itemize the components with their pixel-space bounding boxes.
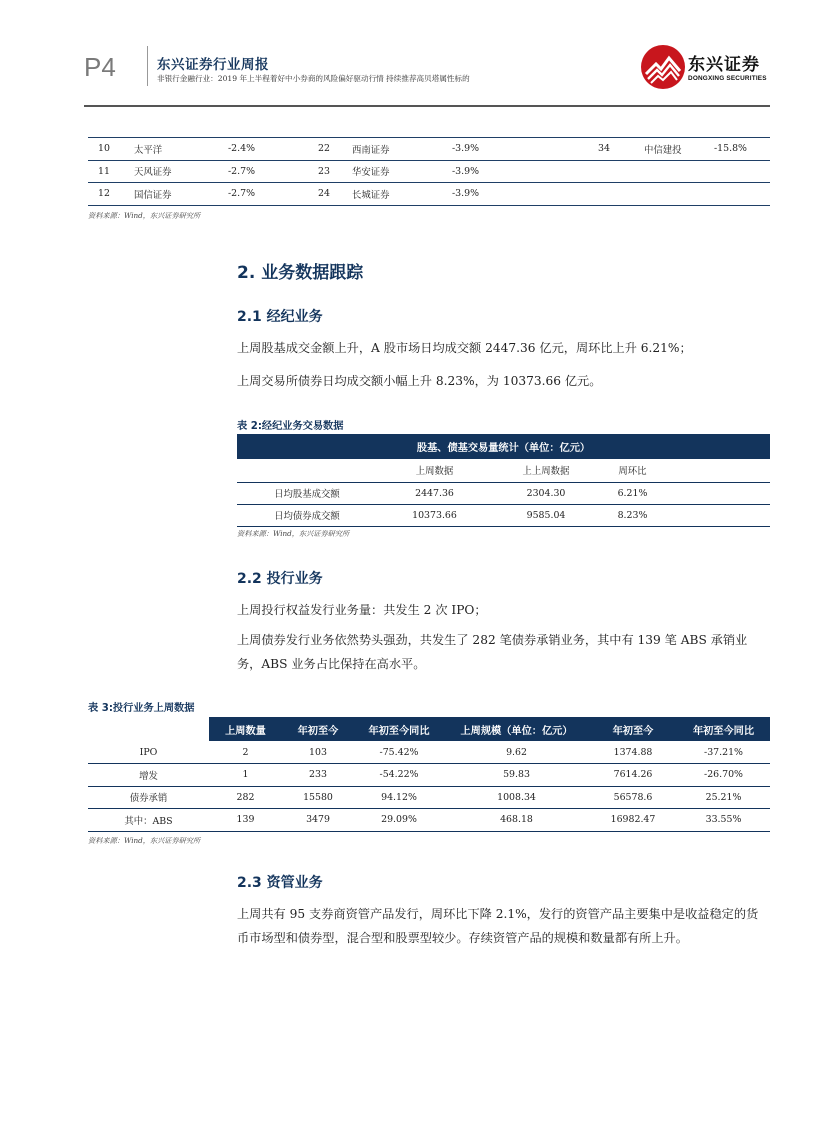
logo-text-en: DONGXING SECURITIES [688,75,767,82]
paragraph: 上周股基成交金额上升，A 股市场日均成交额 2447.36 亿元，周环比上升 6.21%； [237,341,692,355]
report-subtitle: 非银行金融行业：2019 年上半程着好中小券商的风险偏好驱动行情 持续推荐高贝塔属性标的 [157,74,470,83]
broker-name-cell: 长城证券 [352,189,390,201]
broker-name-cell [632,183,700,206]
subsection-heading-brokerage: 2.1 经纪业务 [237,309,323,325]
company-logo [640,44,775,92]
ibanking-table [88,717,770,832]
table-cell: 2 [209,741,282,764]
change-cell: -15.8% [714,143,747,155]
rank-cell [598,160,632,183]
broker-name-cell [632,160,700,183]
header-divider [147,46,148,86]
change-cell: -2.4% [228,143,255,155]
table-cell: 56578.6 [589,786,677,809]
table-cell: -37.21% [677,741,770,764]
table-caption: 表 3:投行业务上周数据 [88,703,195,714]
table-cell: 282 [209,786,282,809]
table-cell: 7614.26 [589,764,677,787]
change-cell: -3.9% [452,165,479,177]
broker-name-cell: 中信建投 [644,144,682,156]
broker-name-cell: 华安证券 [352,167,390,179]
change-cell: -3.9% [452,143,479,155]
table-row [88,138,770,161]
table-cell: 6.21% [600,482,665,504]
change-cell [700,160,770,183]
page-header [0,0,827,110]
broker-name-cell: 国信证券 [134,189,172,201]
table-caption: 表 2:经纪业务交易数据 [237,421,344,432]
page-number: P4 [84,52,116,82]
broker-name-cell: 西南证券 [352,144,390,156]
column-header: 上上周数据 [492,459,600,482]
table-cell: 1 [209,764,282,787]
table-row [88,809,770,832]
section-heading: 2. 业务数据跟踪 [237,263,364,283]
rank-cell: 34 [598,143,610,155]
table3-source-note: 资料来源：Wind，东兴证券研究所 [88,836,201,845]
paragraph: 上周交易所债券日均成交额小幅上升 8.23%，为 10373.66 亿元。 [237,374,602,388]
change-cell [700,183,770,206]
table-cell: 8.23% [600,504,665,526]
row-label: 日均股基成交额 [237,482,377,504]
table-header-row [237,459,770,482]
rank-cell: 10 [98,143,110,155]
table-cell: 233 [282,764,354,787]
paragraph: 上周共有 95 支券商资管产品发行，周环比下降 2.1%，发行的资管产品主要集中是收益稳定的货币市场型和债券型，混合型和股票型较少。存续资管产品的规模和数量都有所上升。 [237,907,759,945]
table-cell: 1008.34 [444,786,589,809]
column-header: 年初至今同比 [677,717,770,741]
table-header-row [88,717,770,741]
column-header: 周环比 [600,459,665,482]
rank-cell: 24 [318,188,330,200]
table-row [88,786,770,809]
column-header: 年初至今 [589,717,677,741]
table-cell: 3479 [282,809,354,832]
rank-cell: 11 [98,165,110,177]
paragraph: 上周债券发行业务依然势头强劲，共发生了 282 笔债券承销业务，其中有 139 笔 ABS 承销业务，ABS 业务占比保持在高水平。 [237,633,748,671]
table-cell: 59.83 [444,764,589,787]
change-cell: -2.7% [228,165,255,177]
table-cell: -26.70% [677,764,770,787]
report-title: 东兴证券行业周报 [157,57,269,73]
header-rule [84,105,770,107]
table-row [88,741,770,764]
table-cell: 94.12% [354,786,444,809]
table-cell: 33.55% [677,809,770,832]
table-row [88,764,770,787]
paragraph: 上周投行权益发行业务量：共发生 2 次 IPO； [237,603,487,617]
table-cell: 16982.47 [589,809,677,832]
table-row [237,482,770,504]
column-header: 上周规模（单位：亿元） [444,717,589,741]
rank-cell [598,183,632,206]
rank-cell: 22 [318,143,330,155]
column-header: 年初至今 [282,717,354,741]
brokerage-volume-table [237,434,770,527]
table-cell: 9585.04 [492,504,600,526]
table-cell: -54.22% [354,764,444,787]
table-row [88,183,770,206]
table-cell: 468.18 [444,809,589,832]
row-label: 债券承销 [88,786,209,809]
row-label: 日均债券成交额 [237,504,377,526]
column-header: 上周数据 [377,459,492,482]
table-cell: 2304.30 [492,482,600,504]
ranking-table [88,137,770,206]
table-cell: 29.09% [354,809,444,832]
row-label: IPO [88,741,209,764]
change-cell: -3.9% [452,188,479,200]
table-cell: 103 [282,741,354,764]
table-cell: 15580 [282,786,354,809]
table-cell: 9.62 [444,741,589,764]
table-cell: 1374.88 [589,741,677,764]
table-cell: 2447.36 [377,482,492,504]
table-cell: -75.42% [354,741,444,764]
logo-text-cn: 东兴证券 [688,55,760,75]
broker-name-cell: 太平洋 [134,144,163,156]
rank-cell: 12 [98,188,110,200]
row-label: 其中：ABS [88,809,209,832]
change-cell: -2.7% [228,188,255,200]
column-header: 年初至今同比 [354,717,444,741]
table-row [237,504,770,526]
subsection-heading-asset-management: 2.3 资管业务 [237,875,323,891]
table-title-row [237,434,770,459]
rank-cell: 23 [318,165,330,177]
table-row [88,160,770,183]
table-cell: 25.21% [677,786,770,809]
column-header: 上周数量 [209,717,282,741]
ranking-source-note: 资料来源：Wind，东兴证券研究所 [88,211,201,220]
table-title: 股基、债基交易量统计（单位：亿元） [237,434,770,459]
table-cell: 139 [209,809,282,832]
broker-name-cell: 天风证券 [134,167,172,179]
table-cell: 10373.66 [377,504,492,526]
subsection-heading-ibanking: 2.2 投行业务 [237,571,323,587]
table2-source-note: 资料来源：Wind，东兴证券研究所 [237,529,350,538]
logo-mark-icon [640,44,686,90]
row-label: 增发 [88,764,209,787]
